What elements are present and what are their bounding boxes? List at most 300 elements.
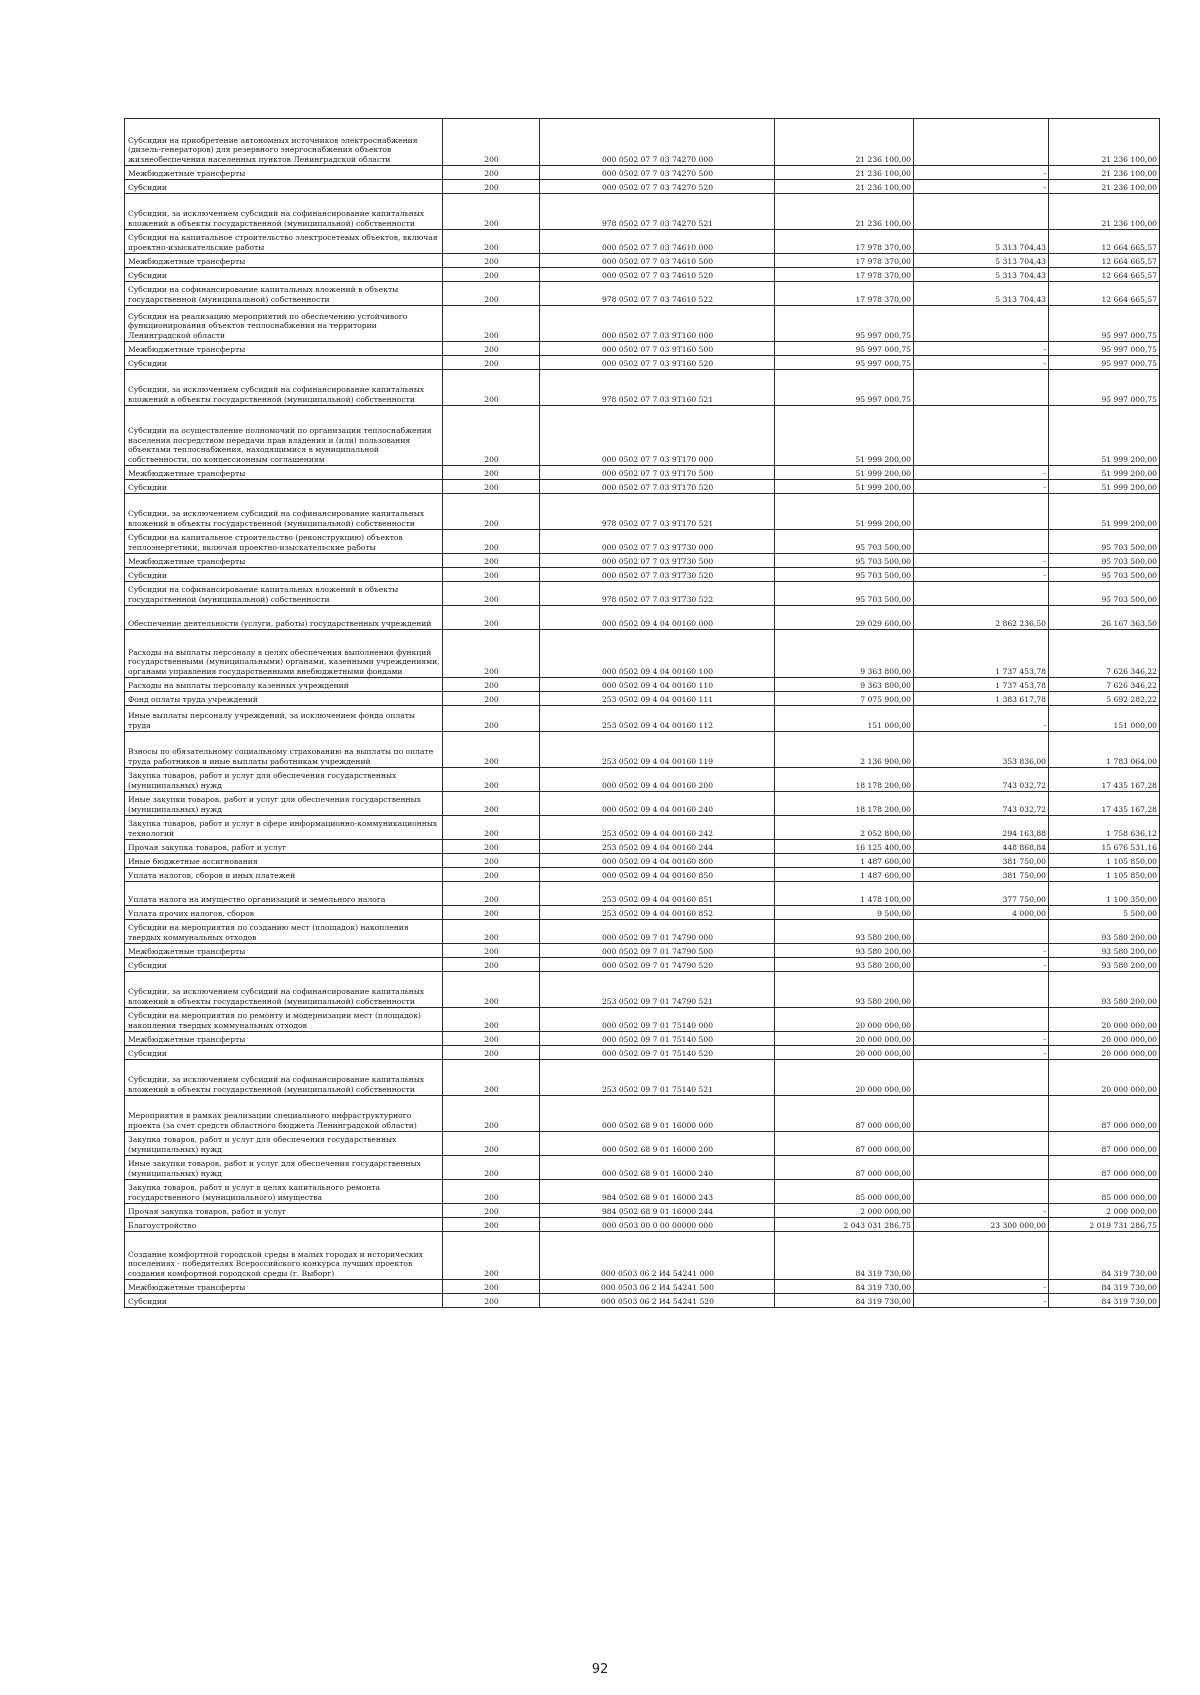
row-code-cell: 200 [443, 1280, 540, 1294]
row-kbk-cell: 000 0502 68 9 01 16000 240 [540, 1156, 775, 1180]
table-row [125, 1156, 1160, 1180]
row-remaining-cell: 51 999 200,00 [1049, 480, 1160, 494]
row-remaining-cell: 21 236 100,00 [1049, 194, 1160, 230]
row-kbk-cell: 000 0502 07 7 03 9Т730 500 [540, 554, 775, 568]
row-name-cell: Субсидии, за исключением субсидий на софинансирование капитальных вложений в объекты государственной (муниципальной) собственности [125, 494, 443, 530]
row-name-cell: Создание комфортной городской среды в малых городах и исторических поселениях - победителях Всероссийского конкурса лучших проектов создания комфортной городской среды (г. Выборг) [125, 1232, 443, 1280]
table-row [125, 1132, 1160, 1156]
row-remaining-cell: 2 019 731 286,75 [1049, 1218, 1160, 1232]
row-code-cell: 200 [443, 530, 540, 554]
row-kbk-cell: 000 0502 07 7 03 74610 520 [540, 268, 775, 282]
row-code-cell: 200 [443, 1204, 540, 1218]
row-name-cell: Взносы по обязательному социальному страхованию на выплаты по оплате труда работников и иные выплаты работникам учреждений [125, 732, 443, 768]
row-executed-cell: 743 032,72 [914, 792, 1049, 816]
row-executed-cell: - [914, 1280, 1049, 1294]
row-approved-cell: 17 978 370,00 [775, 230, 914, 254]
row-remaining-cell: 17 435 167,28 [1049, 792, 1160, 816]
row-kbk-cell: 000 0502 09 4 04 00160 240 [540, 792, 775, 816]
row-code-cell: 200 [443, 230, 540, 254]
table-row [125, 606, 1160, 630]
row-approved-cell: 9 363 800,00 [775, 630, 914, 678]
table-row [125, 816, 1160, 840]
row-approved-cell: 95 703 500,00 [775, 554, 914, 568]
table-body [125, 119, 1160, 1308]
row-code-cell: 200 [443, 554, 540, 568]
row-name-cell: Обеспечение деятельности (услуги, работы) государственных учреждений [125, 606, 443, 630]
row-name-cell: Прочая закупка товаров, работ и услуг [125, 1204, 443, 1218]
row-executed-cell: - [914, 944, 1049, 958]
table-row [125, 732, 1160, 768]
table-row [125, 840, 1160, 854]
row-kbk-cell: 000 0502 07 7 03 74270 500 [540, 166, 775, 180]
row-remaining-cell: 95 703 500,00 [1049, 554, 1160, 568]
row-remaining-cell: 51 999 200,00 [1049, 466, 1160, 480]
row-kbk-cell: 000 0503 06 2 И4 54241 000 [540, 1232, 775, 1280]
row-code-cell: 200 [443, 816, 540, 840]
row-approved-cell: 87 000 000,00 [775, 1156, 914, 1180]
row-code-cell: 200 [443, 958, 540, 972]
row-name-cell: Иные бюджетные ассигнования [125, 854, 443, 868]
row-code-cell: 200 [443, 254, 540, 268]
row-name-cell: Субсидии на реализацию мероприятий по обеспечению устойчивого функционирования объектов теплоснабжения на территории Ленинградской области [125, 306, 443, 342]
row-kbk-cell: 978 0502 07 7 03 9Т170 521 [540, 494, 775, 530]
table-row [125, 1180, 1160, 1204]
page-number: 92 [591, 1662, 609, 1677]
row-kbk-cell: 000 0502 68 9 01 16000 200 [540, 1132, 775, 1156]
table-row [125, 972, 1160, 1008]
row-code-cell: 200 [443, 840, 540, 854]
row-approved-cell: 2 043 031 286,75 [775, 1218, 914, 1232]
row-kbk-cell: 000 0502 07 7 03 74610 000 [540, 230, 775, 254]
table-row [125, 342, 1160, 356]
row-remaining-cell: 1 100 350,00 [1049, 882, 1160, 906]
row-approved-cell: 21 236 100,00 [775, 119, 914, 166]
row-code-cell: 200 [443, 1096, 540, 1132]
table-row [125, 906, 1160, 920]
row-name-cell: Межбюджетные трансферты [125, 466, 443, 480]
table-row [125, 1232, 1160, 1280]
row-executed-cell: - [914, 1294, 1049, 1308]
row-approved-cell: 20 000 000,00 [775, 1046, 914, 1060]
row-approved-cell: 93 580 200,00 [775, 944, 914, 958]
row-name-cell: Межбюджетные трансферты [125, 1032, 443, 1046]
row-name-cell: Субсидии на капитальное строительство (реконструкцию) объектов теплоэнергетики, включая проектно-изыскательские работы [125, 530, 443, 554]
row-remaining-cell: 12 664 665,57 [1049, 254, 1160, 268]
table-row [125, 119, 1160, 166]
table-row [125, 466, 1160, 480]
row-code-cell: 200 [443, 1180, 540, 1204]
row-name-cell: Закупка товаров, работ и услуг в сфере информационно-коммуникационных технологий [125, 816, 443, 840]
row-approved-cell: 95 997 000,75 [775, 342, 914, 356]
row-approved-cell: 20 000 000,00 [775, 1032, 914, 1046]
row-kbk-cell: 000 0503 06 2 И4 54241 520 [540, 1294, 775, 1308]
row-executed-cell: 743 032,72 [914, 768, 1049, 792]
table-row [125, 268, 1160, 282]
row-name-cell: Субсидии [125, 268, 443, 282]
row-executed-cell: - [914, 166, 1049, 180]
table-row [125, 944, 1160, 958]
table-row [125, 254, 1160, 268]
row-approved-cell: 95 703 500,00 [775, 568, 914, 582]
row-kbk-cell: 000 0503 00 0 00 00000 000 [540, 1218, 775, 1232]
row-remaining-cell: 20 000 000,00 [1049, 1008, 1160, 1032]
row-code-cell: 200 [443, 1218, 540, 1232]
row-remaining-cell: 12 664 665,57 [1049, 268, 1160, 282]
row-remaining-cell: 26 167 363,50 [1049, 606, 1160, 630]
row-remaining-cell: 1 783 064,00 [1049, 732, 1160, 768]
row-code-cell: 200 [443, 194, 540, 230]
row-code-cell: 200 [443, 732, 540, 768]
budget-report-sheet [124, 118, 1159, 1308]
table-row [125, 1096, 1160, 1132]
row-kbk-cell: 978 0502 07 7 03 74270 521 [540, 194, 775, 230]
row-executed-cell: 5 313 704,43 [914, 282, 1049, 306]
row-name-cell: Субсидии на мероприятия по ремонту и модернизации мест (площадок) накопления твердых коммунальных отходов [125, 1008, 443, 1032]
row-remaining-cell: 21 236 100,00 [1049, 166, 1160, 180]
row-remaining-cell: 95 997 000,75 [1049, 306, 1160, 342]
row-executed-cell: 4 000,00 [914, 906, 1049, 920]
row-approved-cell: 1 487 600,00 [775, 868, 914, 882]
row-code-cell: 200 [443, 370, 540, 406]
row-code-cell: 200 [443, 1046, 540, 1060]
row-executed-cell: - [914, 1204, 1049, 1218]
row-remaining-cell: 93 580 200,00 [1049, 958, 1160, 972]
row-kbk-cell: 000 0502 09 7 01 74790 000 [540, 920, 775, 944]
row-name-cell: Прочая закупка товаров, работ и услуг [125, 840, 443, 854]
row-kbk-cell: 000 0502 07 7 03 9Т160 000 [540, 306, 775, 342]
row-remaining-cell: 87 000 000,00 [1049, 1096, 1160, 1132]
row-remaining-cell: 20 000 000,00 [1049, 1032, 1160, 1046]
row-name-cell: Субсидии, за исключением субсидий на софинансирование капитальных вложений в объекты государственной (муниципальной) собственности [125, 972, 443, 1008]
row-remaining-cell: 12 664 665,57 [1049, 230, 1160, 254]
row-name-cell: Межбюджетные трансферты [125, 342, 443, 356]
row-executed-cell [914, 119, 1049, 166]
row-name-cell: Субсидии [125, 356, 443, 370]
table-row [125, 868, 1160, 882]
row-executed-cell [914, 1232, 1049, 1280]
row-kbk-cell: 253 0502 09 4 04 00160 244 [540, 840, 775, 854]
table-row [125, 1294, 1160, 1308]
row-approved-cell: 51 999 200,00 [775, 494, 914, 530]
row-code-cell: 200 [443, 792, 540, 816]
row-name-cell: Субсидии [125, 480, 443, 494]
row-remaining-cell: 51 999 200,00 [1049, 406, 1160, 466]
row-executed-cell: 381 750,00 [914, 868, 1049, 882]
row-name-cell: Уплата прочих налогов, сборов [125, 906, 443, 920]
row-code-cell: 200 [443, 282, 540, 306]
table-row [125, 1032, 1160, 1046]
row-approved-cell: 20 000 000,00 [775, 1060, 914, 1096]
row-code-cell: 200 [443, 1060, 540, 1096]
table-row [125, 230, 1160, 254]
row-remaining-cell: 21 236 100,00 [1049, 119, 1160, 166]
row-remaining-cell: 1 105 850,00 [1049, 868, 1160, 882]
row-approved-cell: 1 478 100,00 [775, 882, 914, 906]
row-code-cell: 200 [443, 568, 540, 582]
row-code-cell: 200 [443, 854, 540, 868]
row-name-cell: Субсидии на мероприятия по созданию мест (площадок) накопления твердых коммунальных отходов [125, 920, 443, 944]
row-kbk-cell: 984 0502 68 9 01 16000 244 [540, 1204, 775, 1218]
row-executed-cell: - [914, 1046, 1049, 1060]
table-row [125, 194, 1160, 230]
row-kbk-cell: 000 0502 09 7 01 74790 500 [540, 944, 775, 958]
row-approved-cell: 84 319 730,00 [775, 1294, 914, 1308]
row-executed-cell [914, 1008, 1049, 1032]
table-row [125, 480, 1160, 494]
row-approved-cell: 16 125 400,00 [775, 840, 914, 854]
row-name-cell: Уплата налогов, сборов и иных платежей [125, 868, 443, 882]
table-row [125, 370, 1160, 406]
row-code-cell: 200 [443, 119, 540, 166]
row-executed-cell: 5 313 704,43 [914, 268, 1049, 282]
row-approved-cell: 2 000 000,00 [775, 1204, 914, 1218]
row-approved-cell: 93 580 200,00 [775, 972, 914, 1008]
row-approved-cell: 95 997 000,75 [775, 306, 914, 342]
row-name-cell: Расходы на выплаты персоналу в целях обеспечения выполнения функций государственными (муниципальными) органами, казенными учреждениями, органами управления государственными внебюджетными фондами [125, 630, 443, 678]
row-remaining-cell: 20 000 000,00 [1049, 1060, 1160, 1096]
row-executed-cell: - [914, 554, 1049, 568]
row-kbk-cell: 000 0502 07 7 03 9Т730 520 [540, 568, 775, 582]
table-row [125, 630, 1160, 678]
row-kbk-cell: 000 0502 07 7 03 9Т160 500 [540, 342, 775, 356]
table-row [125, 494, 1160, 530]
row-kbk-cell: 253 0502 09 4 04 00160 851 [540, 882, 775, 906]
row-name-cell: Благоустройство [125, 1218, 443, 1232]
row-executed-cell [914, 494, 1049, 530]
row-approved-cell: 93 580 200,00 [775, 958, 914, 972]
row-kbk-cell: 253 0502 09 4 04 00160 112 [540, 706, 775, 732]
table-row [125, 882, 1160, 906]
row-remaining-cell: 17 435 167,28 [1049, 768, 1160, 792]
row-executed-cell [914, 582, 1049, 606]
row-approved-cell: 95 997 000,75 [775, 370, 914, 406]
table-row [125, 582, 1160, 606]
row-code-cell: 200 [443, 166, 540, 180]
row-approved-cell: 9 500,00 [775, 906, 914, 920]
row-kbk-cell: 978 0502 07 7 03 9Т730 522 [540, 582, 775, 606]
row-executed-cell [914, 920, 1049, 944]
table-row [125, 792, 1160, 816]
row-approved-cell: 17 978 370,00 [775, 282, 914, 306]
row-remaining-cell: 2 000 000,00 [1049, 1204, 1160, 1218]
row-name-cell: Субсидии на софинансирование капитальных вложений в объекты государственной (муниципальной) собственности [125, 582, 443, 606]
table-row [125, 568, 1160, 582]
table-row [125, 1218, 1160, 1232]
row-approved-cell: 87 000 000,00 [775, 1132, 914, 1156]
row-remaining-cell: 20 000 000,00 [1049, 1046, 1160, 1060]
row-approved-cell: 18 178 200,00 [775, 768, 914, 792]
row-kbk-cell: 000 0502 09 4 04 00160 850 [540, 868, 775, 882]
row-code-cell: 200 [443, 920, 540, 944]
table-row [125, 1046, 1160, 1060]
row-name-cell: Иные закупки товаров, работ и услуг для обеспечения государственных (муниципальных) нужд [125, 1156, 443, 1180]
row-remaining-cell: 1 758 636,12 [1049, 816, 1160, 840]
table-row [125, 920, 1160, 944]
row-approved-cell: 2 136 900,00 [775, 732, 914, 768]
row-executed-cell: - [914, 958, 1049, 972]
row-executed-cell: 294 163,88 [914, 816, 1049, 840]
row-kbk-cell: 000 0502 09 4 04 00160 100 [540, 630, 775, 678]
row-executed-cell: 381 750,00 [914, 854, 1049, 868]
row-code-cell: 200 [443, 1156, 540, 1180]
row-name-cell: Межбюджетные трансферты [125, 254, 443, 268]
row-executed-cell [914, 1096, 1049, 1132]
row-kbk-cell: 000 0502 07 7 03 74610 500 [540, 254, 775, 268]
table-row [125, 282, 1160, 306]
row-code-cell: 200 [443, 706, 540, 732]
table-row [125, 678, 1160, 692]
row-name-cell: Межбюджетные трансферты [125, 1280, 443, 1294]
table-row [125, 530, 1160, 554]
row-remaining-cell: 1 105 850,00 [1049, 854, 1160, 868]
row-code-cell: 200 [443, 768, 540, 792]
row-remaining-cell: 95 703 500,00 [1049, 582, 1160, 606]
row-approved-cell: 29 029 600,00 [775, 606, 914, 630]
row-executed-cell [914, 1156, 1049, 1180]
row-remaining-cell: 95 703 500,00 [1049, 568, 1160, 582]
row-approved-cell: 18 178 200,00 [775, 792, 914, 816]
row-kbk-cell: 000 0502 07 7 03 74270 520 [540, 180, 775, 194]
row-approved-cell: 84 319 730,00 [775, 1280, 914, 1294]
table-row [125, 958, 1160, 972]
row-executed-cell: - [914, 568, 1049, 582]
row-name-cell: Субсидии [125, 1046, 443, 1060]
row-code-cell: 200 [443, 494, 540, 530]
row-executed-cell [914, 972, 1049, 1008]
row-remaining-cell: 5 500,00 [1049, 906, 1160, 920]
row-executed-cell [914, 306, 1049, 342]
row-name-cell: Закупка товаров, работ и услуг в целях капитального ремонта государственного (муниципального) имущества [125, 1180, 443, 1204]
table-row [125, 854, 1160, 868]
row-code-cell: 200 [443, 692, 540, 706]
row-name-cell: Расходы на выплаты персоналу казенных учреждений [125, 678, 443, 692]
row-remaining-cell: 87 000 000,00 [1049, 1156, 1160, 1180]
row-executed-cell: 448 868,84 [914, 840, 1049, 854]
row-name-cell: Мероприятия в рамках реализации специального инфраструктурного проекта (за счет средств областного бюджета Ленинградской области) [125, 1096, 443, 1132]
row-remaining-cell: 95 997 000,75 [1049, 342, 1160, 356]
row-kbk-cell: 000 0502 09 4 04 00160 000 [540, 606, 775, 630]
row-kbk-cell: 000 0502 07 7 03 9Т730 000 [540, 530, 775, 554]
row-name-cell: Субсидии на софинансирование капитальных вложений в объекты государственной (муниципальной) собственности [125, 282, 443, 306]
row-approved-cell: 2 052 800,00 [775, 816, 914, 840]
row-remaining-cell: 7 626 346,22 [1049, 630, 1160, 678]
row-approved-cell: 17 978 370,00 [775, 254, 914, 268]
row-name-cell: Субсидии [125, 958, 443, 972]
row-name-cell: Субсидии, за исключением субсидий на софинансирование капитальных вложений в объекты государственной (муниципальной) собственности [125, 370, 443, 406]
table-row [125, 706, 1160, 732]
row-kbk-cell: 253 0502 09 4 04 00160 111 [540, 692, 775, 706]
row-kbk-cell: 978 0502 07 7 03 74610 522 [540, 282, 775, 306]
row-kbk-cell: 253 0502 09 4 04 00160 242 [540, 816, 775, 840]
row-remaining-cell: 87 000 000,00 [1049, 1132, 1160, 1156]
row-name-cell: Субсидии, за исключением субсидий на софинансирование капитальных вложений в объекты государственной (муниципальной) собственности [125, 1060, 443, 1096]
row-kbk-cell: 000 0502 09 7 01 74790 520 [540, 958, 775, 972]
row-code-cell: 200 [443, 606, 540, 630]
row-code-cell: 200 [443, 882, 540, 906]
row-code-cell: 200 [443, 480, 540, 494]
table-row [125, 1204, 1160, 1218]
row-code-cell: 200 [443, 1232, 540, 1280]
row-remaining-cell: 51 999 200,00 [1049, 494, 1160, 530]
table-row [125, 1280, 1160, 1294]
row-remaining-cell: 151 000,00 [1049, 706, 1160, 732]
row-remaining-cell: 84 319 730,00 [1049, 1232, 1160, 1280]
row-code-cell: 200 [443, 944, 540, 958]
row-name-cell: Иные выплаты персоналу учреждений, за исключением фонда оплаты труда [125, 706, 443, 732]
row-name-cell: Субсидии на приобретение автономных источников электроснабжения (дизель-генераторов) для резервного энергоснабжения объектов жизнеобеспечения населенных пунктов Ленинградской области [125, 119, 443, 166]
row-kbk-cell: 000 0503 06 2 И4 54241 500 [540, 1280, 775, 1294]
row-remaining-cell: 5 692 282,22 [1049, 692, 1160, 706]
row-kbk-cell: 978 0502 07 7 03 9Т160 521 [540, 370, 775, 406]
row-remaining-cell: 93 580 200,00 [1049, 972, 1160, 1008]
row-approved-cell: 95 703 500,00 [775, 530, 914, 554]
row-name-cell: Межбюджетные трансферты [125, 944, 443, 958]
row-remaining-cell: 95 703 500,00 [1049, 530, 1160, 554]
row-code-cell: 200 [443, 972, 540, 1008]
row-code-cell: 200 [443, 678, 540, 692]
row-kbk-cell: 000 0502 09 4 04 00160 800 [540, 854, 775, 868]
table-row [125, 1008, 1160, 1032]
row-code-cell: 200 [443, 582, 540, 606]
row-approved-cell: 9 363 800,00 [775, 678, 914, 692]
row-approved-cell: 17 978 370,00 [775, 268, 914, 282]
row-name-cell: Межбюджетные трансферты [125, 554, 443, 568]
table-row [125, 768, 1160, 792]
row-code-cell: 200 [443, 356, 540, 370]
row-code-cell: 200 [443, 306, 540, 342]
row-executed-cell: - [914, 342, 1049, 356]
row-kbk-cell: 253 0502 09 7 01 74790 521 [540, 972, 775, 1008]
row-executed-cell: 1 737 453,78 [914, 678, 1049, 692]
row-executed-cell: 353 836,00 [914, 732, 1049, 768]
row-name-cell: Фонд оплаты труда учреждений [125, 692, 443, 706]
row-name-cell: Субсидии [125, 1294, 443, 1308]
row-kbk-cell: 000 0502 09 7 01 75140 520 [540, 1046, 775, 1060]
row-executed-cell [914, 370, 1049, 406]
row-code-cell: 200 [443, 1294, 540, 1308]
row-approved-cell: 1 487 600,00 [775, 854, 914, 868]
row-approved-cell: 95 703 500,00 [775, 582, 914, 606]
row-name-cell: Субсидии [125, 568, 443, 582]
row-kbk-cell: 000 0502 07 7 03 9Т170 000 [540, 406, 775, 466]
row-approved-cell: 51 999 200,00 [775, 466, 914, 480]
row-executed-cell: 1 383 617,78 [914, 692, 1049, 706]
row-code-cell: 200 [443, 406, 540, 466]
row-kbk-cell: 000 0502 07 7 03 74270 000 [540, 119, 775, 166]
row-executed-cell: 5 313 704,43 [914, 230, 1049, 254]
row-executed-cell: - [914, 1032, 1049, 1046]
row-kbk-cell: 000 0502 07 7 03 9Т170 500 [540, 466, 775, 480]
row-kbk-cell: 253 0502 09 4 04 00160 852 [540, 906, 775, 920]
row-name-cell: Закупка товаров, работ и услуг для обеспечения государственных (муниципальных) нужд [125, 1132, 443, 1156]
table-row [125, 554, 1160, 568]
row-remaining-cell: 15 676 531,16 [1049, 840, 1160, 854]
row-remaining-cell: 12 664 665,57 [1049, 282, 1160, 306]
row-approved-cell: 87 000 000,00 [775, 1096, 914, 1132]
row-approved-cell: 7 075 900,00 [775, 692, 914, 706]
row-approved-cell: 21 236 100,00 [775, 180, 914, 194]
row-name-cell: Межбюджетные трансферты [125, 166, 443, 180]
row-kbk-cell: 000 0502 09 4 04 00160 200 [540, 768, 775, 792]
row-approved-cell: 21 236 100,00 [775, 166, 914, 180]
row-name-cell: Закупка товаров, работ и услуг для обеспечения государственных (муниципальных) нужд [125, 768, 443, 792]
row-executed-cell: - [914, 480, 1049, 494]
row-name-cell: Субсидии на капитальное строительство электросетевых объектов, включая проектно-изыскательские работы [125, 230, 443, 254]
row-approved-cell: 85 000 000,00 [775, 1180, 914, 1204]
table-row [125, 692, 1160, 706]
row-code-cell: 200 [443, 342, 540, 356]
row-approved-cell: 21 236 100,00 [775, 194, 914, 230]
